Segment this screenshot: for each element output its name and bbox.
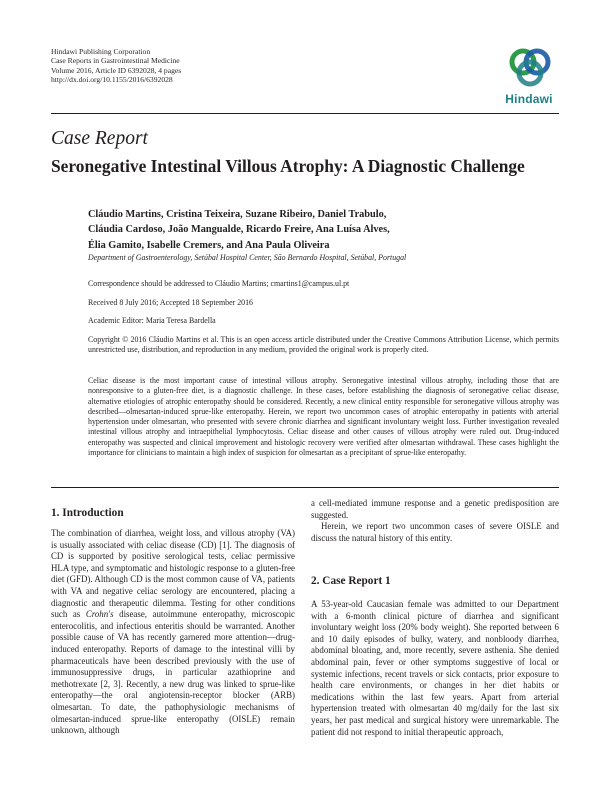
article-type: Case Report [51, 128, 148, 149]
journal-header [51, 47, 181, 85]
academic-editor: Academic Editor: Maria Teresa Bardella [88, 316, 216, 325]
author-list [88, 207, 558, 253]
volume-info: Volume 2016, Article ID 6392028, 4 pages [51, 65, 182, 75]
intro-text: disease, autoimmune enteropathy, microscopic enterocolitis, and infectious enteritis should be warranted. Another possible cause of VA has recently garnered more attention—drug-induced enteropathy. Reports of damage to the intestinal villi by pharmaceuticals have been described previously with the use of immunosuppressive drugs, in particular azathioprine and methotrexate [2, 3]. Recently, a new drug was linked to sprue-like enteropathy—the oral angiotensin-receptor blocker (ARB) olmesartan. To date, the pathophysiologic mechanisms of olmesartan-induced sprue-like enteropathy (OISLE) remain unknown, although [51, 609, 295, 736]
hindawi-logo-text: Hindawi [505, 92, 553, 106]
received-dates: Received 8 July 2016; Accepted 18 September 2016 [88, 298, 254, 307]
author-line: Cláudia Cardoso, João Mangualde, Ricardo Freire, Ana Luísa Alves, [88, 224, 390, 236]
author-line: Élia Gamito, Isabelle Cremers, and Ana Paula Oliveira [88, 239, 330, 251]
article-title: Seronegative Intestinal Villous Atrophy: A Diagnostic Challenge [51, 156, 525, 176]
doi-link[interactable]: http://dx.doi.org/10.1155/2016/6392028 [51, 75, 173, 85]
journal-name: Case Reports in Gastrointestinal Medicine [51, 56, 180, 66]
abstract-divider [51, 487, 559, 488]
case-1-text: A 53-year-old Caucasian female was admitted to our Department with a 6-month clinical picture of diarrhea and significant involuntary weight loss (20% body weight). She reported between 6 and 10 daily episodes of bulky, watery, and nonbloody diarrhea, abdominal bloating, and, more recently, severe asthenia. She denied abdominal pain, fever or other symptoms suggestive of local or systemic infections, recent travels or sick contacts, prior exposure to health care environments, or changes in her diet habits or medications within the last few years. Apart from arterial hypertension treated with olmesartan 40 mg/daily for the last six years, her past medical and surgical history were unremarkable. The patient did not respond to initial therapeutic approach, [311, 599, 559, 737]
header-divider [51, 113, 559, 114]
abstract: Celiac disease is the most important cause of intestinal villous atrophy. Seronegative intestinal villous atrophy, including those that are nonresponsive to a gluten-free diet, is a diagnostic challenge. In these cases, before establishing the diagnosis of seronegative celiac disease, alternative etiologies of atrophic enteropathy should be considered. Recently, a new clinical entity responsible for seronegative villous atrophy was described—olmesartan-induced sprue-like enteropathy. Herein, we report two uncommon cases of atrophic enteropathy in patients with arterial hypertension under olmesartan, who presented with severe chronic diarrhea and significant involuntary weight loss. Further investigation revealed intestinal villous atrophy and intraepithelial lymphocytosis. Celiac disease and other causes of villous atrophy were ruled out. Drug-induced enteropathy was suspected and clinical improvement and histologic recovery were verified after olmesartan withdrawal. These cases highlight the importance for clinicians to maintain a high index of suspicion for olmesartan as a precipitant of sprue-like enteropathy. [88, 376, 559, 458]
affiliation: Department of Gastroenterology, Setúbal Hospital Center, São Bernardo Hospital, Setúbal, Portugal [88, 253, 407, 262]
introduction-continued [311, 498, 559, 544]
intro-continued-text: a cell-mediated immune response and a genetic predisposition are suggested. [311, 498, 559, 520]
introduction-paragraph [51, 528, 295, 737]
section-heading-case-report-1: 2. Case Report 1 [311, 575, 391, 587]
correspondence: Correspondence should be addressed to Cláudio Martins; cmartins1@campus.ul.pt [88, 279, 350, 288]
copyright-notice: Copyright © 2016 Cláudio Martins et al. This is an open access article distributed under the Creative Commons Attribution License, which permits unrestricted use, distribution, and reproduction in any medium, provided the original work is properly cited. [88, 335, 559, 355]
intro-text: The combination of diarrhea, weight loss, and villous atrophy (VA) is usually associated with celiac disease (CD) [1]. The diagnosis of CD is supported by positive serological tests, celiac permissive HLA type, and symptomatic and histologic response to a gluten-free diet (GFD). Although CD is the most common cause of VA, patients with VA and negative celiac serology are encountered, placing a diagnostic and therapeutic dilemma. Testing for other conditions such as [51, 528, 295, 620]
intro-paragraph-2: Herein, we report two uncommon cases of severe OISLE and discuss the natural history of this entity. [311, 521, 559, 543]
author-line: Cláudio Martins, Cristina Teixeira, Suzane Ribeiro, Daniel Trabulo, [88, 209, 387, 220]
case-report-1-paragraph [311, 599, 559, 738]
section-heading-introduction: 1. Introduction [51, 507, 124, 519]
publisher: Hindawi Publishing Corporation [51, 47, 151, 56]
intro-crohn: Crohn's [85, 609, 114, 620]
